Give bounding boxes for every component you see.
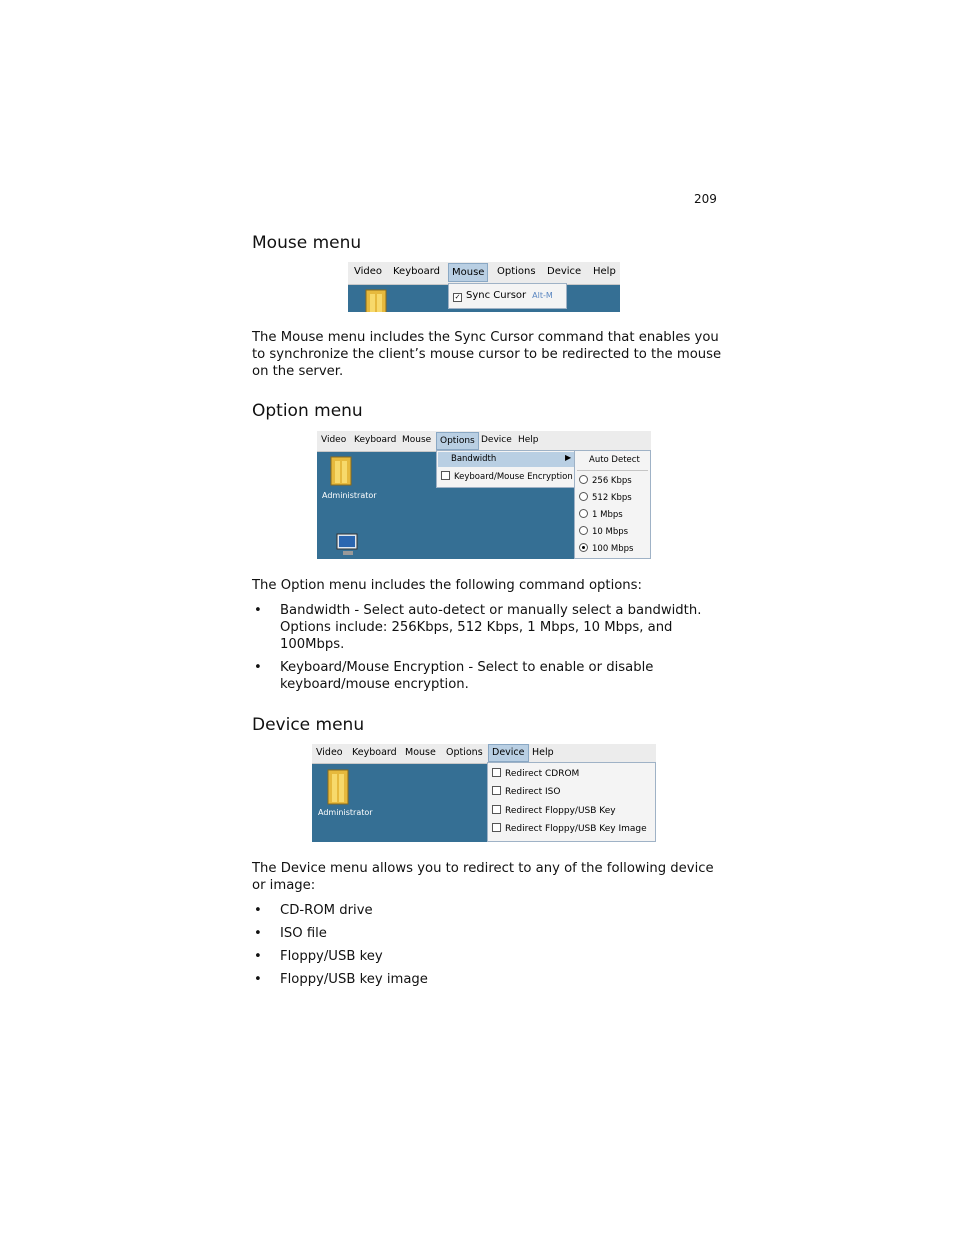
menu-video[interactable]: Video <box>321 435 347 445</box>
menu-mouse[interactable]: Mouse <box>448 263 488 282</box>
device-dropdown <box>487 762 656 842</box>
menu-options[interactable]: Options <box>497 266 536 277</box>
menu-help[interactable]: Help <box>593 266 616 277</box>
checkbox-icon <box>492 823 501 832</box>
device-bullet-list <box>252 902 722 994</box>
device-menu-screenshot <box>312 744 656 842</box>
menu-options[interactable]: Options <box>446 747 483 758</box>
redirect-cdrom-label: Redirect CDROM <box>505 769 580 779</box>
section-title-option-menu: Option menu <box>252 401 363 421</box>
radio-icon <box>579 526 588 535</box>
redirect-cdrom-item[interactable] <box>492 768 579 779</box>
option-menu-intro: The Option menu includes the following command options: <box>252 578 642 593</box>
folder-icon <box>329 455 355 487</box>
radio-icon <box>579 509 588 518</box>
bandwidth-submenu <box>574 450 651 559</box>
menu-mouse[interactable]: Mouse <box>402 435 432 445</box>
folder-icon <box>364 288 390 312</box>
redirect-floppy-usb-key-item[interactable] <box>492 805 616 816</box>
checkbox-checked-icon: ✓ <box>454 293 461 301</box>
mouse-menu-description: The Mouse menu includes the Sync Cursor command that enables you to synchronize the client’s mouse cursor to be redirected to the mouse on the server. <box>252 330 722 379</box>
chevron-right-icon: ▶ <box>565 453 572 462</box>
bandwidth-1m-item[interactable] <box>579 509 623 520</box>
desktop-label-administrator: Administrator <box>318 808 373 817</box>
redirect-iso-item[interactable] <box>492 786 560 797</box>
submenu-divider <box>577 470 648 471</box>
list-item: • Keyboard/Mouse Encryption - Select to enable or disable keyboard/mouse encryption. <box>252 659 722 693</box>
menu-device[interactable]: Device <box>547 266 582 277</box>
bandwidth-100m-item[interactable] <box>579 543 633 554</box>
desktop-label-administrator: Administrator <box>322 491 377 500</box>
menu-video[interactable]: Video <box>354 266 383 277</box>
bandwidth-256-item[interactable] <box>579 475 632 486</box>
menu-video[interactable]: Video <box>316 747 343 758</box>
device-menu-intro: The Device menu allows you to redirect to any of the following device or image: <box>252 861 714 893</box>
options-dropdown <box>436 450 576 488</box>
bandwidth-100m-label: 100 Mbps <box>592 544 634 554</box>
checkbox-icon <box>492 805 501 814</box>
bandwidth-10m-item[interactable] <box>579 526 628 537</box>
keyboard-mouse-encryption-label: Keyboard/Mouse Encryption <box>454 472 573 482</box>
sync-cursor-shortcut: Alt-M <box>532 291 553 300</box>
menu-keyboard[interactable]: Keyboard <box>352 747 397 758</box>
section-title-mouse-menu: Mouse menu <box>252 233 362 253</box>
sync-cursor-item[interactable] <box>453 290 553 302</box>
menubar <box>348 262 620 285</box>
checkbox-icon <box>492 786 501 795</box>
sync-cursor-label: Sync Cursor <box>466 290 527 301</box>
list-item: • CD-ROM drive <box>252 902 722 919</box>
auto-detect-item[interactable]: Auto Detect <box>589 455 640 465</box>
list-item: • Floppy/USB key image <box>252 971 722 988</box>
redirect-floppy-usb-key-image-label: Redirect Floppy/USB Key Image <box>505 824 647 834</box>
bandwidth-item[interactable]: Bandwidth <box>451 454 497 464</box>
radio-selected-icon <box>579 543 588 552</box>
list-item: • Floppy/USB key <box>252 948 722 965</box>
bandwidth-1m-label: 1 Mbps <box>592 510 623 520</box>
folder-icon <box>326 768 352 800</box>
menu-keyboard[interactable]: Keyboard <box>393 266 441 277</box>
mouse-menu-screenshot <box>348 262 620 312</box>
radio-icon <box>579 492 588 501</box>
checkbox-icon <box>441 471 450 480</box>
menu-help[interactable]: Help <box>532 747 554 758</box>
menu-keyboard[interactable]: Keyboard <box>354 435 397 445</box>
mouse-dropdown <box>448 283 567 309</box>
menubar <box>317 431 651 452</box>
section-title-device-menu: Device menu <box>252 715 365 735</box>
bandwidth-512-item[interactable] <box>579 492 632 503</box>
page-number: 209 <box>694 192 717 206</box>
menu-help[interactable]: Help <box>518 435 539 445</box>
list-item: • Bandwidth - Select auto-detect or manually select a bandwidth. Options include: 256Kbps, 512 Kbps, 1 Mbps, 10 Mbps, and 100Mbps. <box>252 602 722 653</box>
menu-device[interactable]: Device <box>481 435 512 445</box>
radio-icon <box>579 475 588 484</box>
bandwidth-10m-label: 10 Mbps <box>592 527 629 537</box>
bandwidth-512-label: 512 Kbps <box>592 493 632 503</box>
bandwidth-256-label: 256 Kbps <box>592 476 632 486</box>
redirect-iso-label: Redirect ISO <box>505 787 561 797</box>
redirect-floppy-usb-key-label: Redirect Floppy/USB Key <box>505 806 616 816</box>
computer-icon <box>333 531 359 559</box>
list-item: • ISO file <box>252 925 722 942</box>
redirect-floppy-usb-key-image-item[interactable] <box>492 823 647 834</box>
menubar <box>312 744 656 764</box>
option-bullet-list <box>252 602 722 699</box>
option-menu-screenshot <box>317 431 651 559</box>
menu-options[interactable]: Options <box>436 432 479 450</box>
menu-device[interactable]: Device <box>488 744 529 762</box>
keyboard-mouse-encryption-item[interactable] <box>441 471 573 482</box>
menu-mouse[interactable]: Mouse <box>405 747 436 758</box>
checkbox-icon <box>492 768 501 777</box>
